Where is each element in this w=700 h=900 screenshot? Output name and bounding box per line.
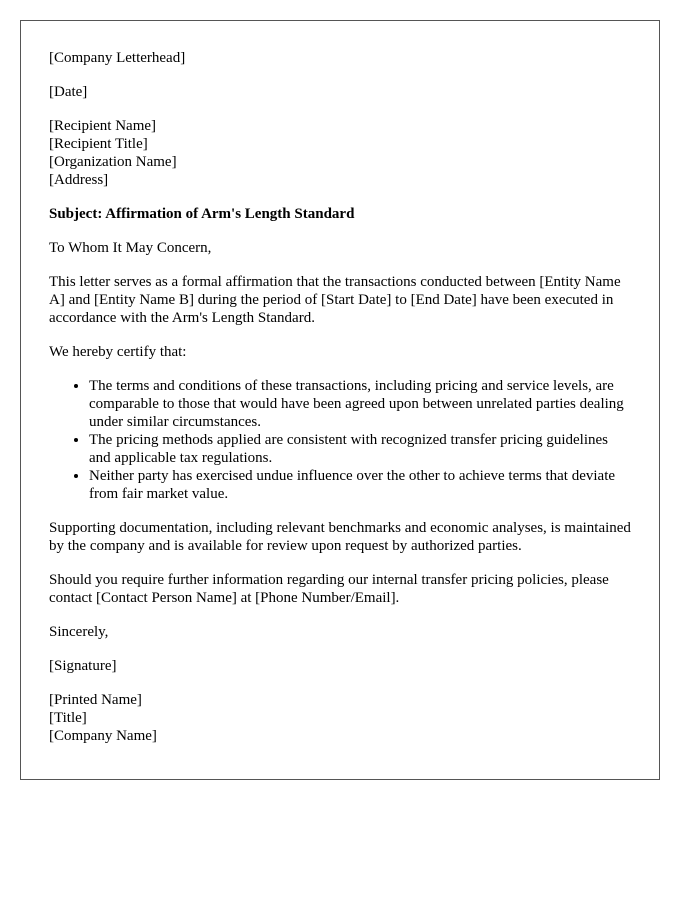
recipient-organization: [Organization Name]	[49, 154, 177, 170]
salutation: To Whom It May Concern,	[49, 240, 212, 256]
signature: [Signature]	[49, 658, 117, 674]
signer-block	[49, 691, 631, 745]
signer-company: [Company Name]	[49, 728, 157, 744]
certification-item: • The pricing methods applied are consistent with recognized transfer pricing guidelines and applicable tax regulations.	[89, 431, 631, 467]
contact-paragraph: Should you require further information regarding our internal transfer pricing policies, please contact [Contact Person Name] at [Phone Number/Email].	[49, 572, 609, 606]
certification-item: • The terms and conditions of these transactions, including pricing and service levels, are comparable to those that would have been agreed upon between unrelated parties dealing under similar circumstances.	[89, 377, 631, 431]
recipient-title: [Recipient Title]	[49, 136, 148, 152]
signer-title: [Title]	[49, 710, 87, 726]
recipient-address: [Address]	[49, 172, 109, 188]
documentation-paragraph: Supporting documentation, including relevant benchmarks and economic analyses, is maintained by the company and is available for review upon request by authorized parties.	[49, 520, 631, 554]
signer-printed-name: [Printed Name]	[49, 692, 142, 708]
company-letterhead: [Company Letterhead]	[49, 50, 186, 66]
intro-paragraph: This letter serves as a formal affirmation that the transactions conducted between [Entity Name A] and [Entity Name B] during the period of [Start Date] to [End Date] have been executed in accordance with the Arm's Length Standard.	[49, 274, 621, 326]
recipient-block	[49, 117, 631, 189]
subject-line: Subject: Affirmation of Arm's Length Standard	[49, 206, 355, 222]
letter-page	[20, 20, 660, 780]
closing: Sincerely,	[49, 624, 109, 640]
recipient-name: [Recipient Name]	[49, 118, 157, 134]
certification-list	[49, 377, 631, 503]
certification-item: • Neither party has exercised undue influence over the other to achieve terms that deviate from fair market value.	[89, 467, 631, 503]
certify-lead: We hereby certify that:	[49, 344, 187, 360]
letter-date: [Date]	[49, 84, 88, 100]
